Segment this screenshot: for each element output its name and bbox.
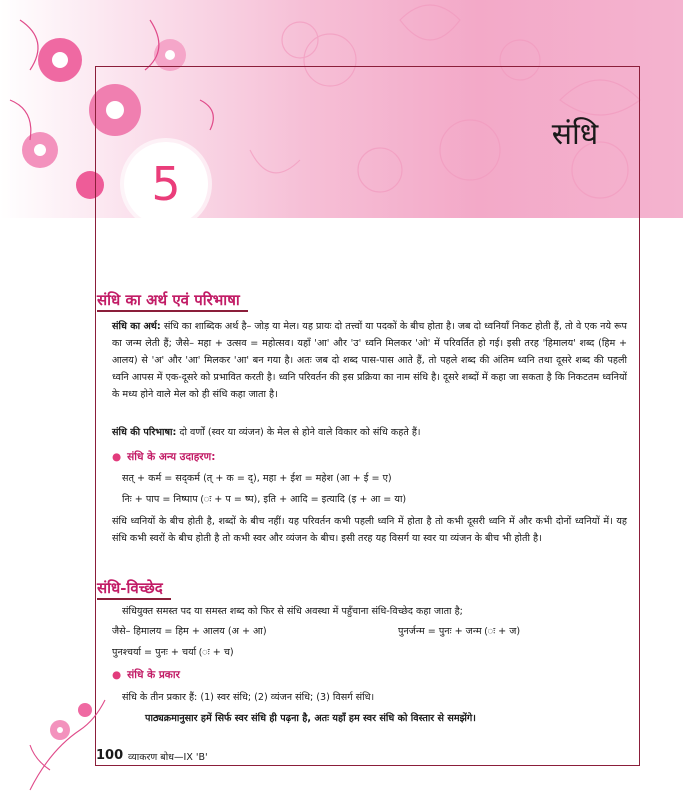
vichchhed-example-2: पुनर्जन्म = पुनः + जन्म (ः + ज) <box>398 626 521 637</box>
meaning-text: संधि का शाब्दिक अर्थ है– जोड़ या मेल। यह प्रायः दो तत्त्वों या पदकों के बीच होता है। जब दो ध्वनियाँ निकट होती हैं, तो वे एक नये रूप का जन्म लेती हैं; जैसे– महा + उत्सव = महोत्सव। यहाँ 'आ' और 'उ' ध्वनि मिलकर 'ओ' में परिवर्तित हो गई। इसी तरह 'हिमालय' शब्द (हिम + आलय) से 'अ' और 'आ' मिलकर 'आ' बन गया है। अतः जब दो शब्द पास-पास आते हैं, तो पहले शब्द की अंतिम ध्वनि तथा दूसरे शब्द की पहली ध्वनि आपस में एक-दूसरे को प्रभावित करती है। ध्वनि परिवर्तन की इस प्रक्रिया का नाम संधि है। दूसरे शब्दों में कहा जा सकता है कि निकटतम ध्वनियों के मध्य होने वाले मेल को ही संधि कहा जाता है। <box>112 321 627 400</box>
meaning-label: संधि का अर्थ: <box>112 321 161 332</box>
bullet-icon: ● <box>112 451 122 463</box>
section-heading-meaning: संधि का अर्थ एवं परिभाषा <box>97 290 248 312</box>
chapter-title: संधि <box>551 117 599 152</box>
syllabus-note: पाठ्यक्रमानुसार हमें सिर्फ स्वर संधि ही पढ़ना है, अतः यहाँ हम स्वर संधि को विस्तार से समझेंगे। <box>145 713 476 724</box>
chapter-number: 5 <box>151 157 181 211</box>
example-line-2: निः + पाप = निष्पाप (ः + प = ष्प), इति + आदि = इत्यादि (इ + आ = या) <box>122 494 407 505</box>
book-title: व्याकरण बोध—IX 'B' <box>128 752 208 763</box>
vichchhed-example-3: पुनश्चर्या = पुनः + चर्या (ः + च) <box>112 647 234 658</box>
vichchhed-example-1: जैसे– हिमालय = हिम + आलय (अ + आ) <box>112 626 267 637</box>
definition-text: दो वर्णों (स्वर या व्यंजन) के मेल से होने वाले विकार को संधि कहते हैं। <box>179 427 421 438</box>
page-number: 100 <box>96 748 124 763</box>
definition-paragraph <box>112 424 627 441</box>
chapter-number-badge <box>124 142 208 226</box>
types-heading <box>112 668 180 682</box>
types-line: संधि के तीन प्रकार हैं: (1) स्वर संधि; (2) व्यंजन संधि; (3) विसर्ग संधि। <box>122 692 375 703</box>
vichchhed-intro: संधियुक्त समस्त पद या समस्त शब्द को फिर से संधि अवस्था में पहुँचाना संधि-विच्छेद कहा जाता है; <box>122 606 463 617</box>
types-heading-text: संधि के प्रकार <box>127 669 180 681</box>
example-line-1: सत् + कर्म = सद्कर्म (त् + क = द्), महा + ईश = महेश (आ + ई = ए) <box>122 473 392 484</box>
examples-heading <box>112 450 215 464</box>
definition-label: संधि की परिभाषा: <box>112 427 177 438</box>
meaning-paragraph <box>112 318 627 403</box>
bullet-icon: ● <box>112 669 122 681</box>
corner-flower-icon <box>20 690 110 800</box>
section-heading-sandhi-vichchhed: संधि-विच्छेद <box>97 578 171 600</box>
examples-heading-text: संधि के अन्य उदाहरण: <box>127 451 216 463</box>
examples-paragraph: संधि ध्वनियों के बीच होती है, शब्दों के बीच नहीं। यह परिवर्तन कभी पहली ध्वनि में होता है तो कभी दूसरी ध्वनि में और कभी दोनों ध्वनियों में। यह संधि कभी स्वरों के बीच होती है तो कभी स्वर और व्यंजन के बीच। इसी तरह यह विसर्ग या स्वर या व्यंजन के बीच भी होती है। <box>112 516 627 544</box>
